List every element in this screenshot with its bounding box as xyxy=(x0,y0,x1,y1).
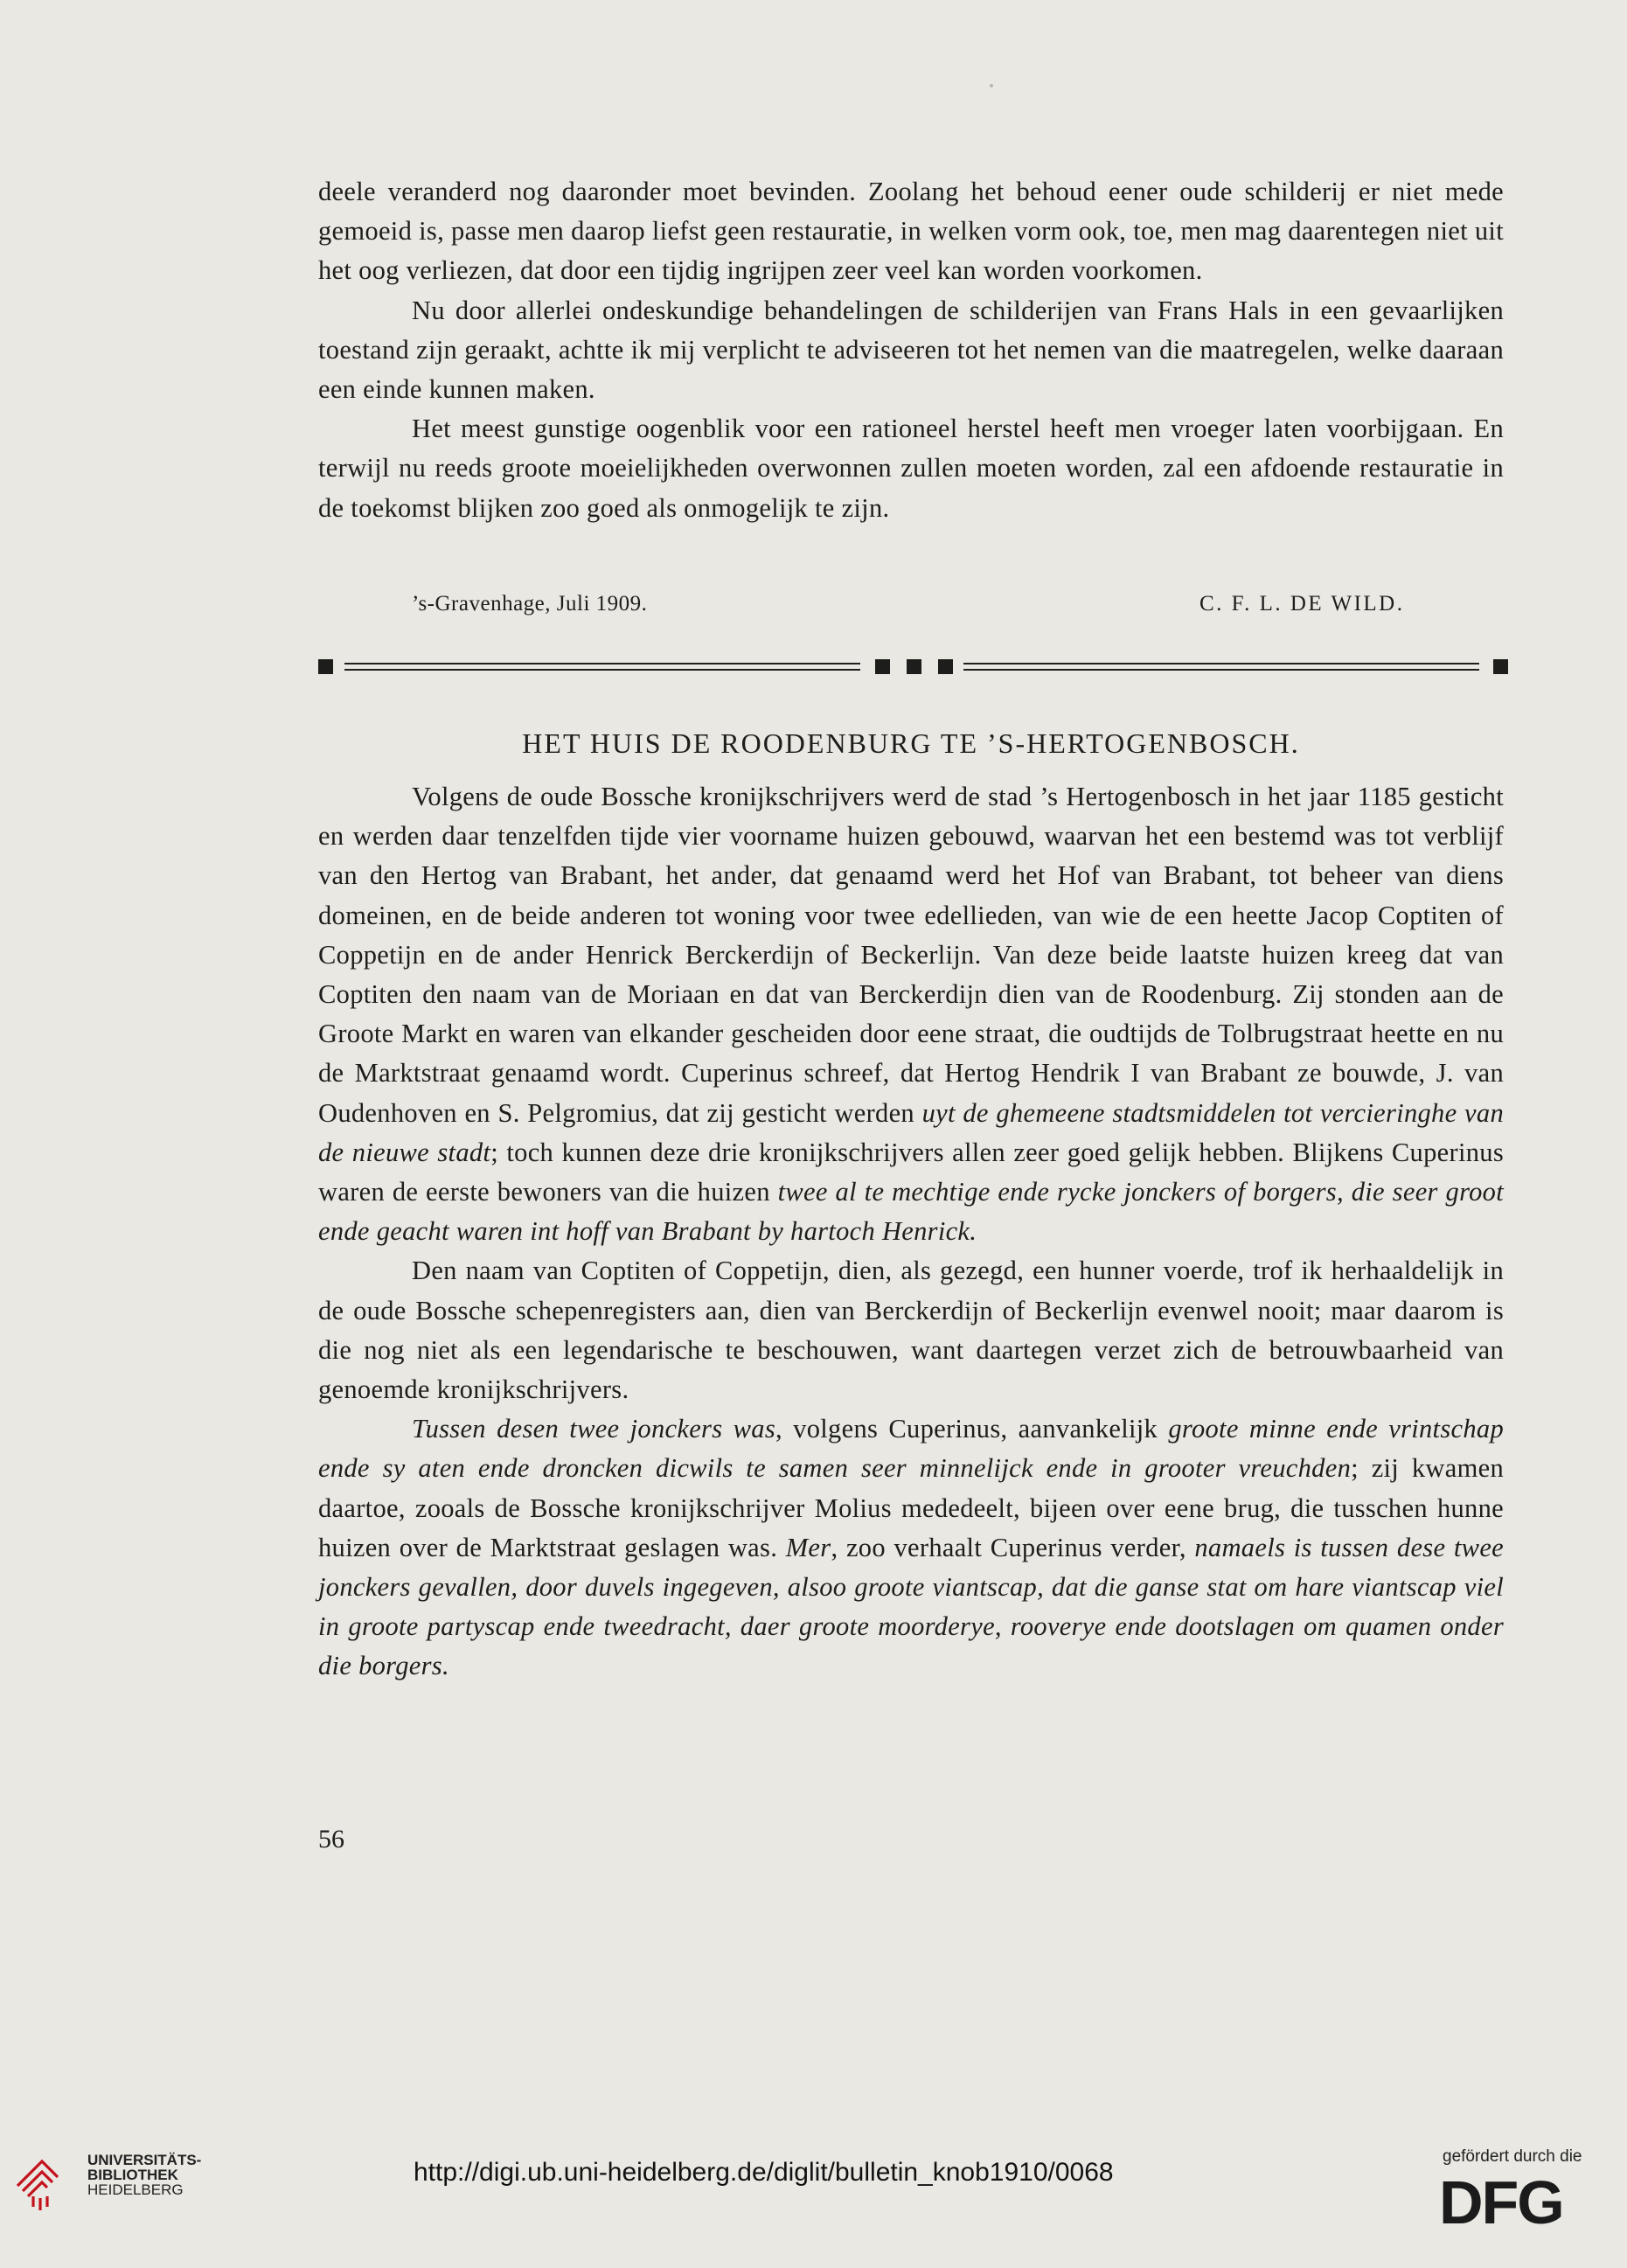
quote-run: Tussen desen twee jonckers was xyxy=(412,1414,775,1444)
dfg-logo: DFG xyxy=(1439,2168,1563,2237)
library-name-line: BIBLIOTHEK xyxy=(87,2167,178,2183)
article-heading: HET HUIS DE ROODENBURG TE ’S-HERTOGENBOSCH. xyxy=(522,727,1300,759)
paragraph xyxy=(318,777,1504,1251)
scan-speck xyxy=(990,84,993,87)
quote-run: namaels is tussen dese twee jonckers gevallen, door duvels ingegeven, alsoo groote viantscap, dat die ganse stat om hare viantscap viel in groote partyscap ende tweedracht, daer groote moorderye, rooverye ende dootslagen om quamen onder die borgers. xyxy=(318,1532,1504,1681)
source-url-link[interactable]: http://digi.ub.uni-heidelberg.de/diglit/bulletin_knob1910/0068 xyxy=(414,2158,1114,2187)
divider-square xyxy=(938,659,953,674)
place-date: ’s-Gravenhage, Juli 1909. xyxy=(412,592,648,616)
paragraph: deele veranderd nog daaronder moet bevinden. Zoolang het behoud eener oude schilderij er niet mede gemoeid is, passe men daarop liefst geen restauratie, in welken vorm ook, toe, men mag daarentegen niet uit het oog verliezen, dat door een tijdig ingrijpen zeer veel kan worden voorkomen. xyxy=(318,177,1504,286)
author-signature: C. F. L. DE WILD. xyxy=(1199,592,1405,616)
divider-square xyxy=(318,659,333,674)
text-run: , volgens Cuperinus, aanvankelijk xyxy=(775,1414,1169,1444)
divider-square xyxy=(875,659,890,674)
page-number: 56 xyxy=(318,1825,344,1854)
funding-note: gefördert durch die xyxy=(1443,2147,1582,2166)
digitization-footer xyxy=(0,2140,1627,2268)
quote-run: Mer xyxy=(785,1532,831,1562)
quote-run: groote minne ende vrintschap ende sy aten ende droncken dicwils te samen seer minnelijck ende in grooter vreuchden xyxy=(318,1414,1504,1484)
text-run: Volgens de oude Bossche kronijkschrijvers werd de stad ’s Hertogenbosch in het jaar 1185 gesticht en werden daar tenzelfden tijde vier voorname huizen gebouwd, waarvan het een bestemd was tot verblijf van den Hertog van Brabant, het ander, dat genaamd werd het Hof van Brabant, tot beheer van diens domeinen, en de beide anderen tot woning voor twee edellieden, van wie de een heette Jacop Coptiten of Coppetijn en de ander Henrick Berckerdijn of Beckerlijn. Van deze beide laatste huizen kreeg dat van Coptiten den naam van de Moriaan en dat van Berckerdijn dien van de Roodenburg. Zij stonden aan de Groote Markt en waren van elkander gescheiden door eene straat, die oudtijds de Tolbrugstraat heette en nu de Marktstraat genaamd wordt. Cuperinus schreef, dat Hertog Hendrik I van Brabant ze bouwde, J. van Oudenhoven en S. Pelgromius, dat zij gesticht werden xyxy=(318,782,1504,1128)
paragraph: Het meest gunstige oogenblik voor een rationeel herstel heeft men vroeger laten voorbijgaan. En terwijl nu reeds groote moeielijkheden overwonnen zullen moeten worden, zal een afdoende restauratie in de toekomst blijken zoo goed als onmogelijk te zijn. xyxy=(318,414,1504,523)
divider-rule xyxy=(344,669,860,671)
library-name xyxy=(87,2153,201,2197)
previous-article-text xyxy=(318,172,1504,528)
ornamental-divider xyxy=(318,656,1512,682)
quote-run: twee al te mechtige ende rycke jonckers of borgers, die seer groot ende geacht waren int hoff van Brabant by hartoch Henrick. xyxy=(318,1177,1504,1247)
divider-rule xyxy=(963,663,1479,664)
divider-square xyxy=(1493,659,1508,674)
library-name-line: HEIDELBERG xyxy=(87,2181,184,2198)
divider-square xyxy=(907,659,921,674)
paragraph xyxy=(318,1409,1504,1686)
divider-rule xyxy=(963,669,1479,671)
paragraph: Nu door allerlei ondeskundige behandelingen de schilderijen van Frans Hals in een gevaarlijken toestand zijn geraakt, achtte ik mij verplicht te adviseeren tot het nemen van die maatregelen, welke daaraan een einde kunnen maken. xyxy=(318,295,1504,405)
library-logo-icon xyxy=(12,2146,75,2216)
library-name-line: UNIVERSITÄTS- xyxy=(87,2152,202,2168)
text-run: ; toch kunnen deze drie kronijkschrijvers allen zeer goed gelijk hebben. Blijkens Cuperinus waren de eerste bewoners van die huizen xyxy=(318,1137,1504,1207)
quote-run: uyt de ghemeene stadtsmiddelen tot vercieringhe van de nieuwe stadt xyxy=(318,1097,1504,1167)
article-text xyxy=(318,777,1504,1687)
paragraph: Den naam van Coptiten of Coppetijn, dien, als gezegd, een hunner voerde, trof ik herhaaldelijk in de oude Bossche schepenregisters aan, dien van Berckerdijn of Beckerlijn evenwel nooit; maar daarom is die nog niet als een legendarische te beschouwen, want daartegen verzet zich de betrouwbaarheid van genoemde kronijkschrijvers. xyxy=(318,1256,1504,1405)
divider-rule xyxy=(344,663,860,664)
text-run: , zoo verhaalt Cuperinus verder, xyxy=(831,1532,1195,1562)
text-run: ; zij kwamen daartoe, zooals de Bossche kronijkschrijver Molius mededeelt, bijeen over eene brug, die tusschen hunne huizen over de Marktstraat geslagen was. xyxy=(318,1453,1504,1562)
